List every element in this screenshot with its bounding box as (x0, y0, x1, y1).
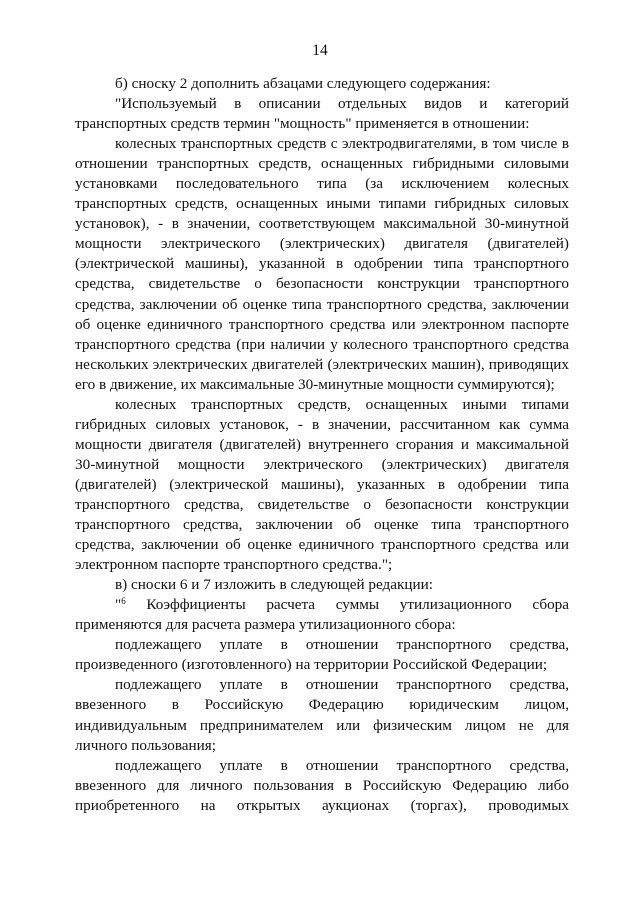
paragraph-hybrid-vehicles: колесных транспортных средств, оснащенных иными типами гибридных силовых установок, - в значении, рассчитанном как сумма мощности двигателя (двигателей) внутреннего сгорания и максимальной 30-минутной мощности электрического (электрических) двигателя (двигателей) (электрической машины), указанных в одобрении типа транспортного средства, свидетельстве о безопасности конструкции транспортного средства, заключении об оценке типа транспортного средства, заключении об оценке единичного транспортного средства или электронном паспорте транспортного средства."; (75, 395, 569, 574)
paragraph-imported-not-personal: подлежащего уплате в отношении транспортного средства, ввезенного в Российскую Федерацию юридическим лицом, индивидуальным предпринимателем или физическим лицом не для личного пользования; (75, 676, 569, 754)
footnote-marker: 6 (121, 596, 126, 607)
document-body (75, 74, 569, 816)
quote-mark: " (115, 596, 122, 614)
paragraph-power-term: "Используемый в описании отдельных видов и категорий транспортных средств термин "мощность" применяется в отношении: (75, 95, 569, 133)
paragraph-electric-vehicles: колесных транспортных средств с электродвигателями, в том числе в отношении транспортных средств, оснащенных гибридными силовыми установками последовательного типа (за исключением колесных транспортных средств, оснащенных иными типами гибридных силовых установок), - в значении, соответствующем максимальной 30-минутной мощности электрического (электрических) двигателя (двигателей) (электрической машины), указанной в одобрении типа транспортного средства, свидетельстве о безопасности конструкции транспортного средства, заключении об оценке типа транспортного средства, заключении об оценке единичного транспортного средства или электронном паспорте транспортного средства (при наличии у колесного транспортного средства нескольких электрических двигателей (электрических машин), приводящих его в движение, их максимальные 30-минутные мощности суммируются); (75, 135, 569, 393)
paragraph-imported-personal: подлежащего уплате в отношении транспортного средства, ввезенного для личного пользования в Российскую Федерацию либо приобретенного на открытых аукционах (торгах), проводимых (75, 756, 569, 814)
page-number: 14 (312, 42, 328, 59)
paragraph-footnote-2-intro: б) сноску 2 дополнить абзацами следующего содержания: (115, 75, 491, 92)
footnote-6-text: Коэффициенты расчета суммы утилизационного сбора применяются для расчета размера утилизационного сбора: (75, 596, 569, 634)
paragraph-footnote-6 (75, 595, 569, 635)
paragraph-domestic-vehicles: подлежащего уплате в отношении транспортного средства, произведенного (изготовленного) на территории Российской Федерации; (75, 636, 569, 674)
paragraph-footnotes-6-7-intro: в) сноски 6 и 7 изложить в следующей редакции: (115, 576, 433, 594)
